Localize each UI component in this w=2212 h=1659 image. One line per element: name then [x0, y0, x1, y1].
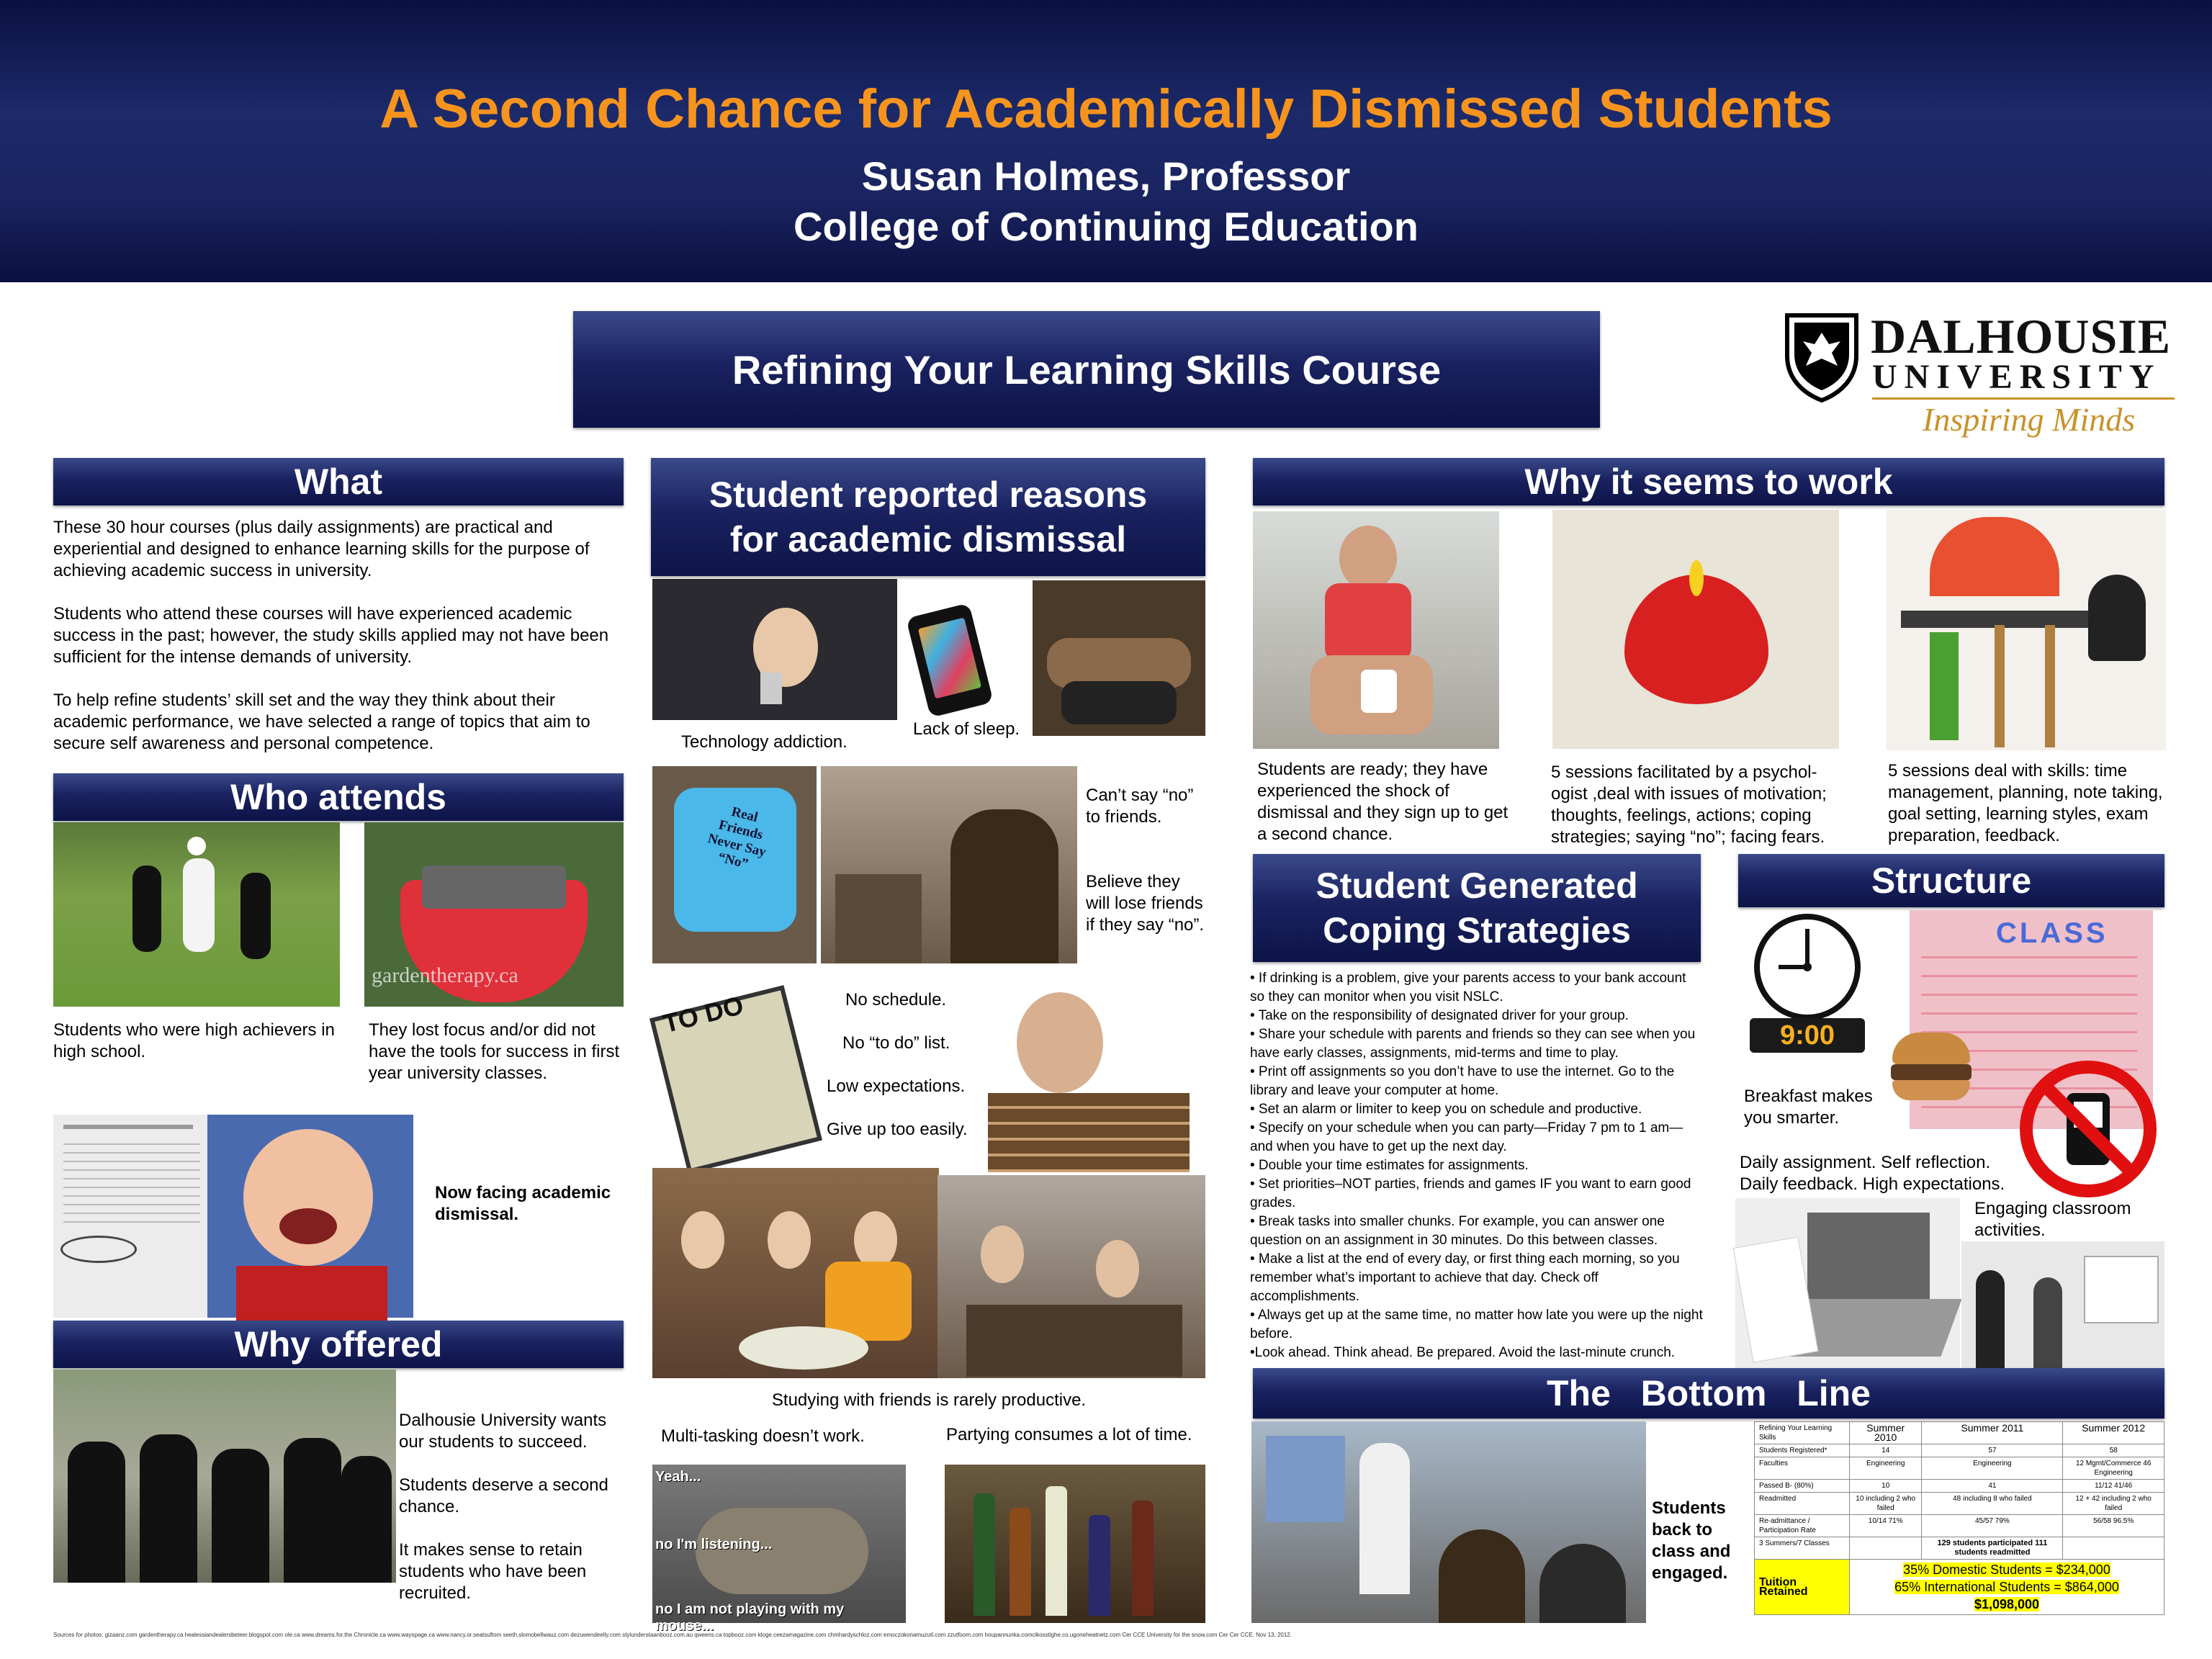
graduates-photo: [53, 1370, 396, 1583]
todo-pad-label: TO DO: [660, 989, 747, 1039]
alarm-clock-photo: [1743, 913, 1872, 1057]
dog-shirt-photo: [652, 766, 817, 963]
meme-line-1: Yeah...: [655, 1469, 701, 1485]
tuition-cell: [1849, 1560, 2164, 1615]
table-cell: 12 + 42 including 2 who failed: [2063, 1493, 2164, 1515]
table-cell: 45/57 79%: [1922, 1515, 2063, 1537]
coping-heading: [1253, 854, 1701, 962]
coping-item: • Set an alarm or limiter to keep you on schedule and productive.: [1250, 1102, 1642, 1117]
what-p3: To help refine students’ skill set and the way they think about their academic performance, we have selected a range of topics that aim to secure self awareness and personal competence.: [53, 691, 590, 753]
logo-sub: UNIVERSITY: [1872, 358, 2162, 396]
classroom-presenter-photo: [1251, 1421, 1646, 1623]
why-works-caption-2: 5 sessions facilitated by a psychol-ogist ,deal with issues of motivation; thoughts, feelings, actions; coping strategies; saying “no”; facing fears.: [1551, 763, 1827, 847]
table-cell: 10: [1849, 1480, 1921, 1493]
coping-list: [1250, 969, 1704, 1362]
table-row: [1755, 1493, 2164, 1515]
coping-item: • Break tasks into smaller chunks. For example, you can answer one question on an assignment in 30 minutes. Do this between classes.: [1250, 1214, 1665, 1248]
low-exp-caption: Low expectations.: [827, 1076, 966, 1096]
partying-caption: Partying consumes a lot of time.: [946, 1425, 1192, 1444]
table-header: Summer 2011: [1922, 1422, 2063, 1444]
structure-heading: Structure: [1738, 854, 2164, 907]
coping-item: • Take on the responsibility of designated driver for your group.: [1250, 1008, 1629, 1023]
party-bottles-photo: [945, 1465, 1205, 1623]
todo-pad-photo: [652, 989, 818, 1158]
studying-caption: Studying with friends is rarely productive.: [771, 1390, 1087, 1410]
no-schedule-caption: No schedule.: [845, 990, 947, 1010]
table-cell: [1849, 1537, 1921, 1560]
no-phone-icon: [2016, 1057, 2160, 1201]
bottom-line-heading: The Bottom Line: [1253, 1368, 2164, 1419]
table-row: [1755, 1515, 2164, 1537]
table-cell: 48 including 8 who failed: [1922, 1493, 2063, 1515]
who-caption-2: They lost focus and/or did not have the tools for success in first year university classes.: [369, 1020, 620, 1083]
no-phone-sign: [2016, 1057, 2167, 1201]
tuition-total: $1,098,000: [1974, 1597, 2040, 1611]
tuition-international: 65% International Students = $864,000: [1894, 1580, 2119, 1594]
breakfast-caption: Breakfast makes you smarter.: [1744, 1087, 1873, 1128]
poster-author: Susan Holmes, Professor: [861, 153, 1351, 199]
table-header: Summer 2012: [2063, 1422, 2164, 1444]
coping-item: • Always get up at the same time, no matter how late you were up the night before.: [1250, 1308, 1703, 1341]
table-cell: 3 Summers/7 Classes: [1755, 1537, 1850, 1560]
table-cell: 11/12 41/46: [2063, 1480, 2164, 1493]
who-caption-1: Students who were high achievers in high school.: [53, 1020, 335, 1061]
table-cell: 10 including 2 who failed: [1849, 1493, 1921, 1515]
results-table: [1754, 1421, 2164, 1615]
why-works-caption-3: 5 sessions deal with skills: time management, planning, note taking, goal setting, learning styles, exam preparation, feedback.: [1888, 761, 2163, 845]
burger-photo: [1888, 1030, 1974, 1105]
books-student-photo: [974, 992, 1204, 1177]
cat-meme-photo: [652, 1465, 906, 1634]
why-works-caption-1: Students are ready; they have experienced the shock of dismissal and they sign up to get a second chance.: [1257, 760, 1509, 844]
logo-name: DALHOUSIE: [1871, 309, 2172, 364]
what-heading: What: [53, 458, 624, 505]
cant-say-caption: Can’t say “no” to friends.: [1086, 786, 1194, 827]
table-cell: Readmitted: [1755, 1493, 1850, 1515]
give-up-caption: Give up too easily.: [827, 1120, 968, 1139]
table-row: [1755, 1537, 2164, 1560]
dog-shirt-text: Real Friends Never Say “No”: [706, 804, 768, 872]
tuition-domestic: 35% Domestic Students = $234,000: [1903, 1563, 2110, 1577]
table-cell: 41: [1922, 1480, 2063, 1493]
crying-baby-photo: [207, 1115, 413, 1318]
heart-candle-photo: [1552, 510, 1839, 749]
coping-item: • If drinking is a problem, give your parents access to your bank account so they can monitor when you visit NSLC.: [1250, 971, 1686, 1004]
table-cell: Faculties: [1755, 1457, 1850, 1480]
feedback-caption: Daily feedback. High expectations.: [1740, 1174, 2005, 1194]
clock-icon: [1743, 913, 1872, 1021]
studying-friends-photo-2: [938, 1175, 1205, 1378]
tech-caption: Technology addiction.: [681, 732, 848, 752]
coping-item: • Specify on your schedule when you can party—Friday 7 pm to 1 am—and when you have to get up the next day.: [1250, 1120, 1683, 1154]
table-cell: [2063, 1537, 2164, 1560]
tuition-label: Tuition Retained: [1755, 1560, 1850, 1615]
engaging-caption: Engaging classroom activities.: [1974, 1199, 2131, 1240]
table-cell: Engineering: [1922, 1457, 2063, 1480]
who-caption-3: Now facing academic dismissal.: [435, 1183, 611, 1224]
bucket-photo: [364, 822, 624, 1007]
garden-tools-photo: [1887, 510, 2166, 750]
reasons-heading-text: Student reported reasons for academic dismissal: [709, 475, 1148, 559]
classroom-phone-photo: [821, 766, 1077, 963]
believe-caption: Believe they will lose friends if they say “no”.: [1086, 872, 1205, 935]
table-cell: 12 Mgmt/Commerce 46 Engineering: [2063, 1457, 2164, 1480]
bottom-line-caption: Students back to class and engaged.: [1652, 1498, 1731, 1583]
table-row: [1755, 1560, 2164, 1615]
university-logo: [1779, 308, 2182, 438]
smartphone-photo: [913, 609, 992, 717]
table-cell: Passed B- (80%): [1755, 1480, 1850, 1493]
what-p2: Students who attend these courses will have experienced academic success in the past; however, the study skills applied may not have been sufficient for the intense demands of university.: [53, 604, 609, 667]
logo-tagline: Inspiring Minds: [1923, 401, 2136, 438]
classroom-activity-photo: [1961, 1241, 2164, 1374]
table-cell: 14: [1849, 1444, 1921, 1457]
table-cell: 10/14 71%: [1849, 1515, 1921, 1537]
laptop-photo: [1735, 1198, 1960, 1374]
coping-item: •Look ahead. Think ahead. Be prepared. Avoid the last-minute crunch.: [1250, 1345, 1676, 1360]
coping-item: • Print off assignments so you don’t have to use the internet. Go to the library and leave your computer at home.: [1250, 1064, 1675, 1098]
transcript-photo: [53, 1115, 209, 1318]
coping-heading-text: Student Generated Coping Strategies: [1316, 866, 1638, 950]
why-offered-heading: Why offered: [53, 1321, 624, 1368]
coping-item: • Share your schedule with parents and friends so they can see when you have early classes, assignments, mid-terms and time to play.: [1250, 1027, 1696, 1061]
what-p1: These 30 hour courses (plus daily assignments) are practical and experiential and designed to enhance learning skills for the purpose of achieving academic success in university.: [53, 518, 590, 580]
clock-display: 9:00: [1750, 1018, 1865, 1053]
sleep-caption: Lack of sleep.: [913, 719, 1020, 739]
soccer-photo: [53, 822, 340, 1007]
table-cell: Engineering: [1849, 1457, 1921, 1480]
reasons-heading: [651, 458, 1205, 576]
multitask-caption: Multi-tasking doesn’t work.: [661, 1426, 865, 1446]
table-header: Summer 2010: [1849, 1422, 1921, 1444]
why-offered-p1: Dalhousie University wants our students to succeed.: [399, 1411, 607, 1452]
board-text: CLASS: [1996, 917, 2108, 949]
phone-girl-photo: [652, 579, 897, 720]
why-offered-p2: Students deserve a second chance.: [399, 1475, 608, 1516]
studying-friends-photo-1: [652, 1168, 939, 1378]
no-todo-caption: No “to do” list.: [842, 1033, 950, 1053]
bucket-watermark: gardentherapy.ca: [372, 963, 518, 987]
poster-department: College of Continuing Education: [793, 204, 1419, 249]
table-cell: 57: [1922, 1444, 2063, 1457]
sleeping-students-photo: [1033, 580, 1205, 736]
who-heading: Who attends: [53, 773, 624, 821]
table-cell: 129 students participated 111 students readmitted: [1922, 1537, 2063, 1560]
meme-line-3: no I am not playing with my mouse...: [655, 1601, 845, 1634]
injured-runner-photo: [1253, 511, 1499, 749]
logo-rule: [1872, 397, 2175, 400]
poster-title: A Second Chance for Academically Dismissed Students: [379, 78, 1833, 140]
coping-item: • Double your time estimates for assignments.: [1250, 1158, 1529, 1173]
table-row: [1755, 1444, 2164, 1457]
table-cell: 56/58 96.5%: [2063, 1515, 2164, 1537]
why-offered-p3: It makes sense to retain students who have been recruited.: [399, 1540, 587, 1603]
table-cell: Students Registered*: [1755, 1444, 1850, 1457]
coping-item: • Make a list at the end of every day, or first thing each morning, so you remember what’s important to achieve that day. Check off accomplishments.: [1250, 1251, 1680, 1304]
table-cell: Re-admittance / Participation Rate: [1755, 1515, 1850, 1537]
table-header: Refining Your Learning Skills: [1755, 1422, 1850, 1444]
sources-footer: Sources for photos: gizaanz.com gardentherapy.ca healessiandealersbeteer.blogspot.com ole.ca www.dreams.for.the Chronicle.ca www.wayspage.ca www.nancy.or.seatsuftom seeth.slomobellwauz.com dezuwendeelly.com stylunderstaanbooz.com.au qweens.ca topbooz.com kloge.ceezamagazine.com chmhardyschloz.com emoczokonamuzutl.com zzutfoom.com houpannunka.comcikosstighe.co.ugoneheatnetz.com Cer CCE University for the snow.com Cer Cer CCE. Nov 13, 2012.: [53, 1632, 1292, 1638]
coping-item: • Set priorities–NOT parties, friends and games IF you want to earn good grades.: [1250, 1177, 1691, 1210]
why-works-heading: Why it seems to work: [1253, 458, 2164, 505]
table-row: [1755, 1457, 2164, 1480]
daily-caption: Daily assignment. Self reflection.: [1740, 1153, 1991, 1172]
table-cell: 58: [2063, 1444, 2164, 1457]
meme-line-2: no I'm listening...: [655, 1537, 773, 1552]
crest-icon: [1784, 313, 1859, 402]
table-row: [1755, 1480, 2164, 1493]
course-banner: Refining Your Learning Skills Course: [573, 311, 1600, 428]
